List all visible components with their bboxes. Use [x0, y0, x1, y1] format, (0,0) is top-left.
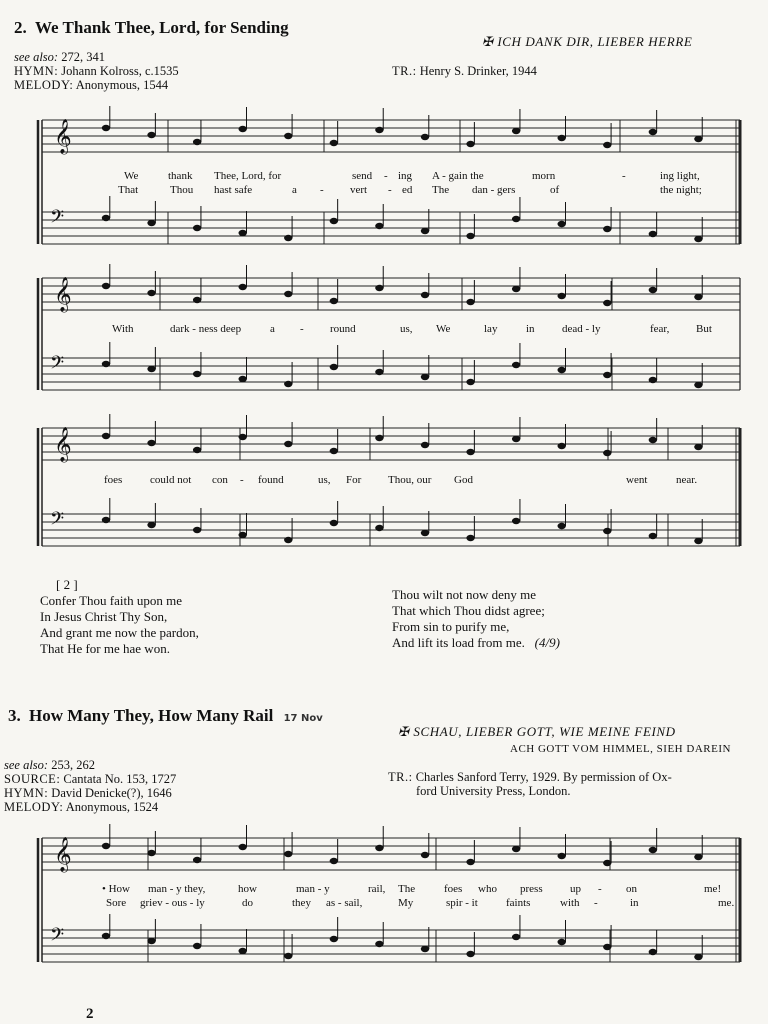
- note-head: [466, 951, 474, 957]
- lyric: ing: [398, 170, 413, 182]
- note-head: [558, 293, 566, 299]
- note-head: [466, 535, 474, 541]
- lyric: they: [292, 897, 311, 909]
- lyric: foes: [104, 474, 123, 486]
- note-head: [330, 140, 338, 146]
- verse-left: Confer Thou faith upon me In Jesus Christ Thy Son, And grant me now the pardon, That He for me hae won.: [40, 593, 199, 656]
- lyric: That: [118, 184, 139, 196]
- note-head: [284, 441, 292, 447]
- note-head: [603, 450, 611, 456]
- note-head: [375, 369, 383, 375]
- note-head: [239, 948, 247, 954]
- note-head: [193, 447, 201, 453]
- lyric: me!: [704, 883, 722, 895]
- note-head: [694, 444, 702, 450]
- note-head: [193, 943, 201, 949]
- note-head: [603, 860, 611, 866]
- lyric: round: [330, 323, 356, 335]
- note-head: [147, 850, 155, 856]
- note-head: [330, 298, 338, 304]
- note-head: [375, 127, 383, 133]
- note-head: [284, 291, 292, 297]
- lyric: A - gain the: [432, 170, 484, 182]
- note-head: [421, 292, 429, 298]
- note-head: [102, 125, 110, 131]
- note-head: [466, 141, 474, 147]
- bass-clef-icon: 𝄢: [50, 925, 65, 950]
- lyric: lay: [484, 323, 498, 335]
- note-head: [330, 364, 338, 370]
- note-head: [102, 361, 110, 367]
- note-head: [603, 300, 611, 306]
- note-head: [603, 142, 611, 148]
- lyric: For: [346, 474, 362, 486]
- lyric: -: [622, 170, 626, 182]
- lyric: -: [384, 170, 388, 182]
- note-head: [147, 938, 155, 944]
- lyric: could not: [150, 474, 192, 486]
- note-head: [558, 367, 566, 373]
- note-head: [147, 440, 155, 446]
- note-head: [330, 448, 338, 454]
- lyric: do: [242, 897, 253, 909]
- note-head: [239, 230, 247, 236]
- lyric: We: [124, 170, 139, 182]
- note-head: [421, 442, 429, 448]
- translator-credit: TR.: Charles Sanford Terry, 1929. By permission of Ox- ford University Press, London.: [388, 770, 672, 798]
- note-head: [330, 218, 338, 224]
- lyric: man - y they,: [148, 883, 206, 895]
- note-head: [694, 136, 702, 142]
- note-head: [649, 377, 657, 383]
- lyric: of: [550, 184, 560, 196]
- german-title: ✠ ICH DANK DIR, LIEBER HERRE: [482, 34, 693, 49]
- lyric: We: [436, 323, 451, 335]
- lyric: The: [398, 883, 416, 895]
- note-head: [239, 532, 247, 538]
- note-head: [147, 290, 155, 296]
- note-head: [421, 946, 429, 952]
- bass-clef-icon: 𝄢: [50, 509, 65, 534]
- note-head: [147, 366, 155, 372]
- lyric: -: [300, 323, 304, 335]
- lyric: ing light,: [660, 170, 700, 182]
- lyric: hast safe: [214, 184, 253, 196]
- note-head: [649, 231, 657, 237]
- lyric: thank: [168, 170, 193, 182]
- lyric: -: [388, 184, 392, 196]
- staff-lines: [38, 120, 740, 962]
- note-head: [603, 944, 611, 950]
- note-head: [466, 449, 474, 455]
- note-head: [512, 934, 520, 940]
- note-head: [512, 128, 520, 134]
- lyric: faints: [506, 897, 531, 909]
- lyric: Thou: [170, 184, 194, 196]
- lyric: Thee, Lord, for: [214, 170, 282, 182]
- note-head: [466, 379, 474, 385]
- note-head: [558, 135, 566, 141]
- lyric: with: [560, 897, 580, 909]
- lyric: as - sail,: [326, 897, 363, 909]
- lyric: a: [270, 323, 275, 335]
- note-head: [147, 522, 155, 528]
- hymn-credits: see also: 253, 262 SOURCE: Cantata No. 153, 1727 HYMN: David Denicke(?), 1646 MELODY: Anonymous, 1524: [4, 758, 177, 814]
- note-head: [102, 283, 110, 289]
- note-head: [102, 843, 110, 849]
- note-head: [649, 847, 657, 853]
- note-head: [694, 382, 702, 388]
- note-head: [649, 287, 657, 293]
- lyric: • How: [102, 883, 130, 895]
- note-head: [330, 520, 338, 526]
- hymn-title: We Thank Thee, Lord, for Sending: [35, 18, 289, 37]
- note-head: [147, 132, 155, 138]
- lyric: on: [626, 883, 637, 895]
- note-head: [558, 523, 566, 529]
- lyric: the night;: [660, 184, 702, 196]
- lyric: foes: [444, 883, 463, 895]
- note-head: [466, 299, 474, 305]
- note-head: [421, 852, 429, 858]
- lyric: how: [238, 883, 257, 895]
- lyric: dead - ly: [562, 323, 601, 335]
- note-head: [512, 286, 520, 292]
- lyric: who: [478, 883, 497, 895]
- note-head: [512, 436, 520, 442]
- note-head: [375, 285, 383, 291]
- lyric: rail,: [368, 883, 386, 895]
- note-head: [239, 284, 247, 290]
- note-head: [239, 376, 247, 382]
- note-head: [649, 437, 657, 443]
- lyric: But: [696, 323, 712, 335]
- note-head: [102, 433, 110, 439]
- note-head: [193, 139, 201, 145]
- translator-credit: TR.: Henry S. Drinker, 1944: [392, 64, 537, 78]
- lyric: -: [598, 883, 602, 895]
- lyric: con: [212, 474, 228, 486]
- note-head: [649, 949, 657, 955]
- note-head: [603, 528, 611, 534]
- lyric: send: [352, 170, 373, 182]
- note-head: [147, 220, 155, 226]
- note-head: [102, 215, 110, 221]
- section-mark-icon: ✠: [482, 34, 494, 49]
- note-head: [421, 134, 429, 140]
- treble-clef-icon: 𝄞: [54, 119, 72, 154]
- hymn-title: How Many They, How Many Rail: [29, 706, 274, 725]
- lyric: Sore: [106, 897, 127, 909]
- page-number: 2: [86, 1006, 94, 1022]
- lyric: went: [626, 474, 648, 486]
- german-subtitle: ACH GOTT VOM HIMMEL, SIEH DAREIN: [510, 743, 731, 755]
- note-head: [330, 858, 338, 864]
- note-head: [466, 233, 474, 239]
- section-mark-icon: ✠: [398, 724, 410, 739]
- lyric: us,: [318, 474, 331, 486]
- note-head: [284, 537, 292, 543]
- hymn-credits: see also: 272, 341 HYMN: Johann Kolross, c.1535 MELODY: Anonymous, 1544: [14, 50, 179, 92]
- note-head: [193, 527, 201, 533]
- note-head: [375, 223, 383, 229]
- lyric: -: [240, 474, 244, 486]
- note-head: [239, 844, 247, 850]
- note-head: [694, 954, 702, 960]
- lyric: morn: [532, 170, 556, 182]
- note-head: [193, 225, 201, 231]
- note-head: [421, 228, 429, 234]
- lyric: griev - ous - ly: [140, 897, 205, 909]
- note-head: [239, 126, 247, 132]
- note-head: [284, 133, 292, 139]
- bass-clef-icon: 𝄢: [50, 353, 65, 378]
- note-head: [375, 941, 383, 947]
- verse-reference: (4/9): [534, 635, 560, 650]
- german-title: ✠ SCHAU, LIEBER GOTT, WIE MEINE FEIND: [398, 724, 676, 739]
- treble-clef-icon: 𝄞: [54, 427, 72, 462]
- note-head: [102, 517, 110, 523]
- note-heads: [50, 106, 703, 960]
- note-head: [193, 297, 201, 303]
- note-head: [558, 939, 566, 945]
- note-head: [421, 374, 429, 380]
- lyric: up: [570, 883, 581, 895]
- lyric: a: [292, 184, 297, 196]
- note-head: [649, 533, 657, 539]
- hymn-number: 3.: [8, 706, 21, 725]
- note-head: [649, 129, 657, 135]
- note-head: [694, 236, 702, 242]
- lyric: me.: [718, 897, 735, 909]
- note-head: [421, 530, 429, 536]
- lyric: My: [398, 897, 414, 909]
- note-head: [558, 853, 566, 859]
- note-head: [239, 434, 247, 440]
- note-head: [193, 371, 201, 377]
- note-head: [284, 235, 292, 241]
- lyric: God: [454, 474, 473, 486]
- handwritten-date: 17 Nov: [283, 713, 323, 724]
- note-head: [375, 525, 383, 531]
- lyric: With: [112, 323, 134, 335]
- note-head: [330, 936, 338, 942]
- lyric: fear,: [650, 323, 670, 335]
- note-head: [694, 294, 702, 300]
- note-head: [512, 846, 520, 852]
- lyric: -: [594, 897, 598, 909]
- treble-clef-icon: 𝄞: [54, 277, 72, 312]
- lyric: in: [526, 323, 535, 335]
- treble-clef-icon: 𝄞: [54, 837, 72, 872]
- note-head: [375, 435, 383, 441]
- note-head: [603, 372, 611, 378]
- note-head: [512, 518, 520, 524]
- lyric: press: [520, 883, 543, 895]
- hymn-number: 2.: [14, 18, 27, 37]
- note-head: [512, 362, 520, 368]
- note-head: [375, 845, 383, 851]
- lyric: found: [258, 474, 284, 486]
- note-head: [694, 538, 702, 544]
- note-head: [694, 854, 702, 860]
- lyric: spir - it: [446, 897, 478, 909]
- verse-number: [ 2 ]: [56, 577, 78, 592]
- note-head: [102, 933, 110, 939]
- note-head: [284, 381, 292, 387]
- lyric: The: [432, 184, 450, 196]
- lyric: dan - gers: [472, 184, 516, 196]
- lyric: in: [630, 897, 639, 909]
- note-head: [512, 216, 520, 222]
- note-head: [193, 857, 201, 863]
- lyric: us,: [400, 323, 413, 335]
- note-head: [558, 443, 566, 449]
- note-head: [558, 221, 566, 227]
- note-head: [284, 953, 292, 959]
- note-head: [284, 851, 292, 857]
- note-head: [466, 859, 474, 865]
- lyric: dark - ness deep: [170, 323, 242, 335]
- note-head: [603, 226, 611, 232]
- bass-clef-icon: 𝄢: [50, 207, 65, 232]
- verse-right: Thou wilt not now deny me That which Thou didst agree; From sin to purify me, And lift its load from me. (4/9): [392, 587, 560, 650]
- lyric: man - y: [296, 883, 330, 895]
- lyric: Thou, our: [388, 474, 432, 486]
- lyric: ed: [402, 184, 413, 196]
- lyric: -: [320, 184, 324, 196]
- lyric: vert: [350, 184, 368, 196]
- lyric: near.: [676, 474, 698, 486]
